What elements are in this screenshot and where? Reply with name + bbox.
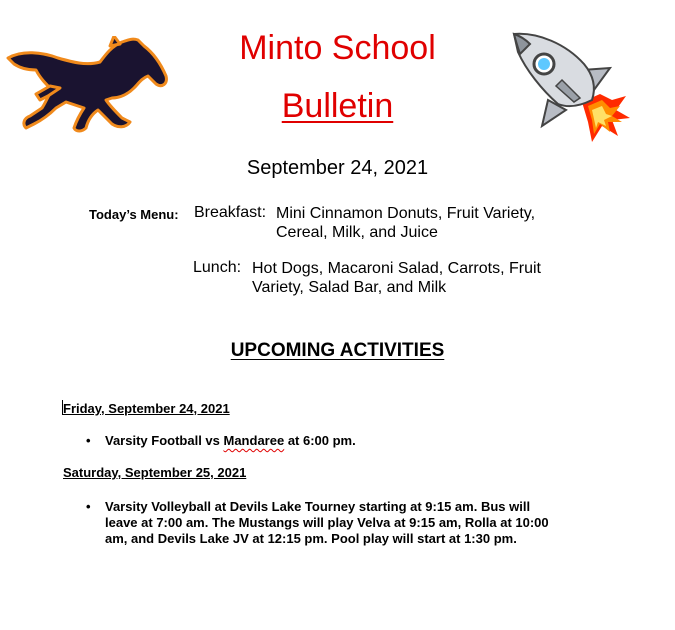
breakfast-line-2: Cereal, Milk, and Juice: [276, 224, 438, 241]
activity-item-text: [105, 433, 356, 449]
upcoming-activities-heading: UPCOMING ACTIVITIES: [230, 340, 445, 361]
bulletin-date: September 24, 2021: [246, 157, 429, 179]
lunch-line-1: Hot Dogs, Macaroni Salad, Carrots, Fruit: [252, 260, 541, 277]
lunch-items: [252, 259, 572, 297]
breakfast-line-1: Mini Cinnamon Donuts, Fruit Variety,: [276, 205, 536, 222]
activity-item-text: [105, 499, 549, 547]
bulletin-title-line1: Minto School: [239, 29, 436, 67]
activity-text-suffix: at 6:00 pm.: [284, 433, 356, 448]
activity-line-2: leave at 7:00 am. The Mustangs will play Velva at 9:15 am, Rolla at 10:00: [105, 515, 549, 530]
lunch-label: Lunch:: [193, 259, 242, 276]
bulletin-title-line2: Bulletin: [281, 87, 394, 125]
activity-line-1: Varsity Volleyball at Devils Lake Tourney starting at 9:15 am. Bus will: [105, 499, 531, 514]
activity-line-3: am, and Devils Lake JV at 12:15 pm. Pool play will start at 1:30 pm.: [105, 531, 517, 546]
spellcheck-flagged-word[interactable]: Mandaree: [223, 433, 285, 448]
activity-text-prefix: Varsity Football vs: [105, 433, 224, 448]
breakfast-label: Breakfast:: [194, 204, 267, 221]
activity-date-friday: Friday, September 24, 2021: [63, 401, 230, 416]
bullet-icon: •: [86, 433, 91, 448]
activity-date-saturday: Saturday, September 25, 2021: [63, 465, 247, 480]
todays-menu-label: Today’s Menu:: [89, 207, 179, 222]
bullet-icon: •: [86, 499, 91, 514]
lunch-line-2: Variety, Salad Bar, and Milk: [252, 279, 447, 296]
breakfast-items: [276, 204, 576, 242]
